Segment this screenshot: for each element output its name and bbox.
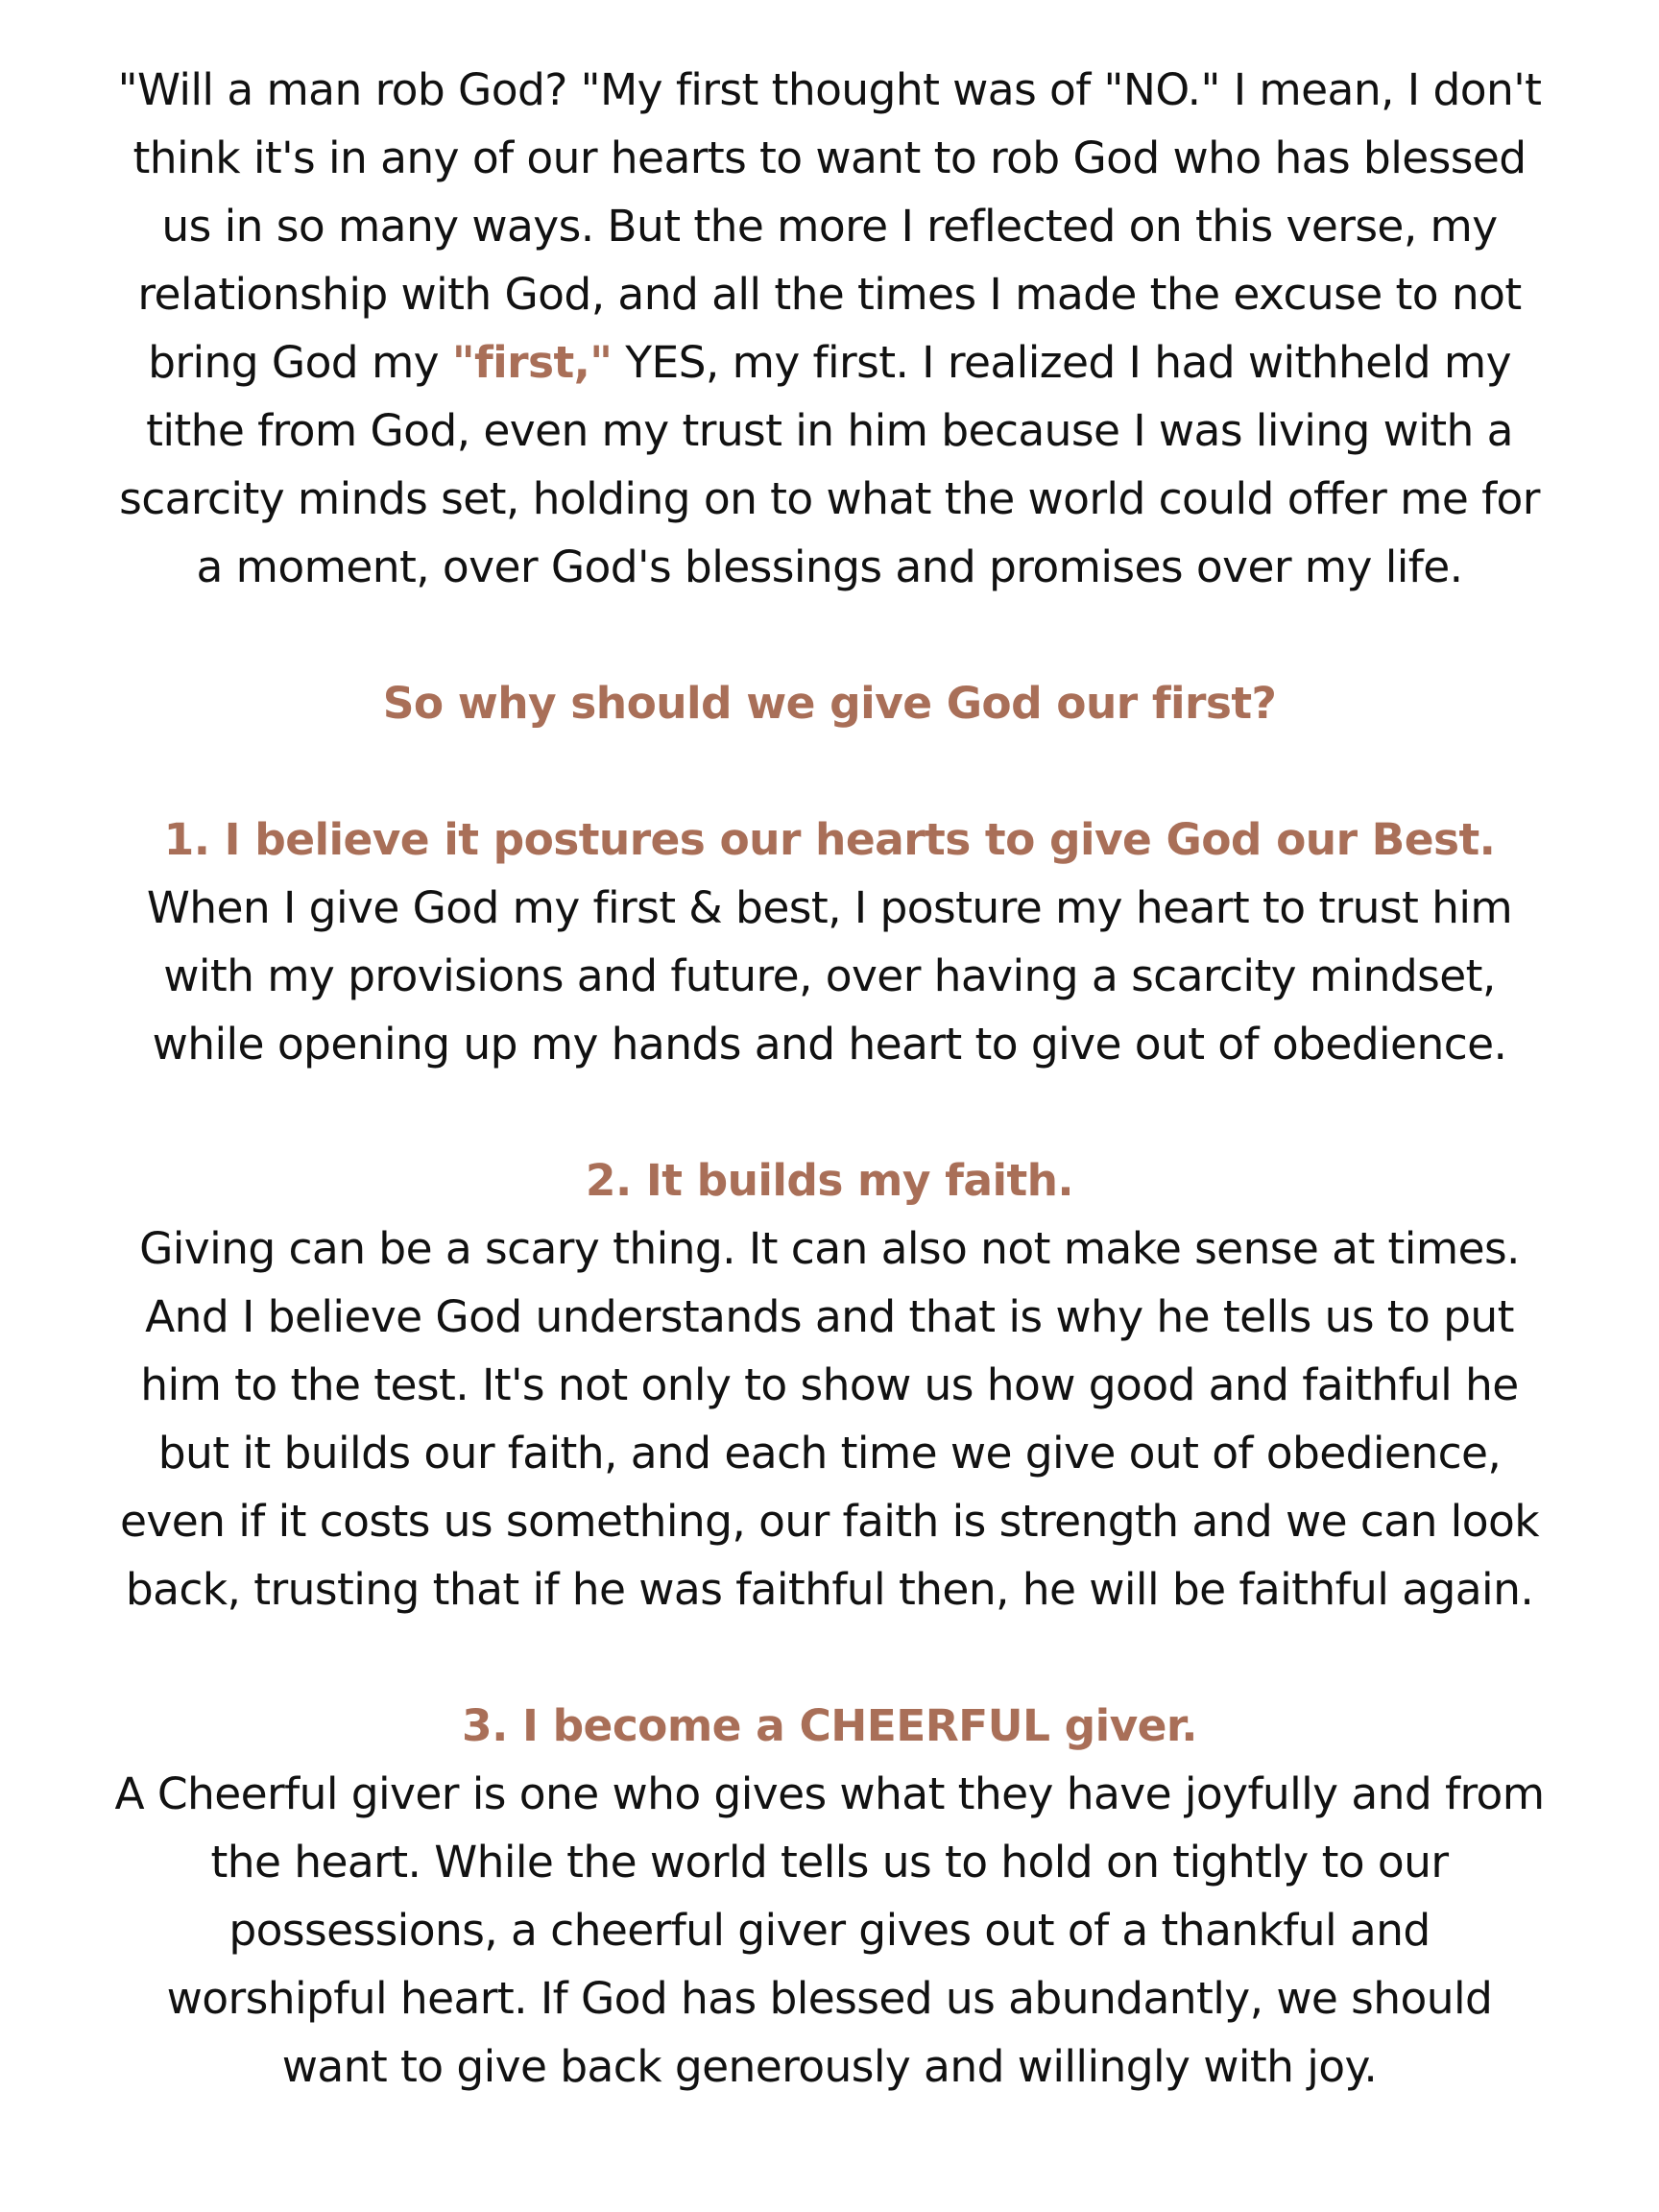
intro-line: "Will a man rob God? "My first thought was of "NO." I mean, I don't [117,64,1542,115]
point-line: Giving can be a scary thing. It can also not make sense at times. [139,1223,1520,1274]
point-1 [38,805,1621,1078]
spacer [38,737,1621,805]
intro-line: relationship with God, and all the times I made the excuse to not [137,269,1522,320]
point-line: When I give God my first & best, I posture my heart to trust him [146,882,1513,933]
point-line: him to the test. It's not only to show us how good and faithful he [140,1359,1519,1410]
first-emphasis: "first," [451,337,613,388]
point-line: the heart. While the world tells us to hold on tightly to our [210,1837,1449,1887]
question-heading: So why should we give God our first? [382,678,1277,729]
point-line: with my provisions and future, over having a scarcity mindset, [163,950,1496,1001]
point-body [38,1760,1621,2101]
point-line: A Cheerful giver is one who gives what they have joyfully and from [114,1768,1545,1819]
intro-line: us in so many ways. But the more I reflected on this verse, my [161,201,1498,252]
intro-text: bring God my [148,337,452,388]
point-heading: 2. It builds my faith. [585,1155,1074,1206]
spacer [38,601,1621,669]
spacer [38,1623,1621,1692]
point-body [38,1214,1621,1623]
intro-paragraph [38,56,1621,601]
point-body [38,874,1621,1078]
point-line: while opening up my hands and heart to give out of obedience. [152,1019,1507,1070]
point-line: want to give back generously and willingly with joy. [281,2041,1378,2092]
intro-line: a moment, over God's blessings and promises over my life. [196,541,1463,592]
spacer [38,1078,1621,1146]
intro-line: think it's in any of our hearts to want to rob God who has blessed [132,132,1527,183]
point-line: even if it costs us something, our faith is strength and we can look [120,1496,1539,1547]
point-line: worshipful heart. If God has blessed us abundantly, we should [166,1973,1493,2024]
point-line: back, trusting that if he was faithful then, he will be faithful again. [125,1564,1534,1615]
intro-line: tithe from God, even my trust in him because I was living with a [146,405,1513,456]
intro-line: scarcity minds set, holding on to what the world could offer me for [119,473,1540,524]
point-line: And I believe God understands and that is why he tells us to put [145,1291,1514,1342]
point-heading: 1. I believe it postures our hearts to give God our Best. [163,814,1496,865]
devotional-page [38,56,1621,2101]
point-2 [38,1146,1621,1623]
point-line: but it builds our faith, and each time we give out of obedience, [157,1428,1502,1479]
intro-line [38,328,1621,397]
point-line: possessions, a cheerful giver gives out of a thankful and [228,1905,1431,1956]
intro-text: YES, my first. I realized I had withheld my [612,337,1511,388]
point-heading: 3. I become a CHEERFUL giver. [462,1700,1197,1751]
point-3 [38,1692,1621,2101]
